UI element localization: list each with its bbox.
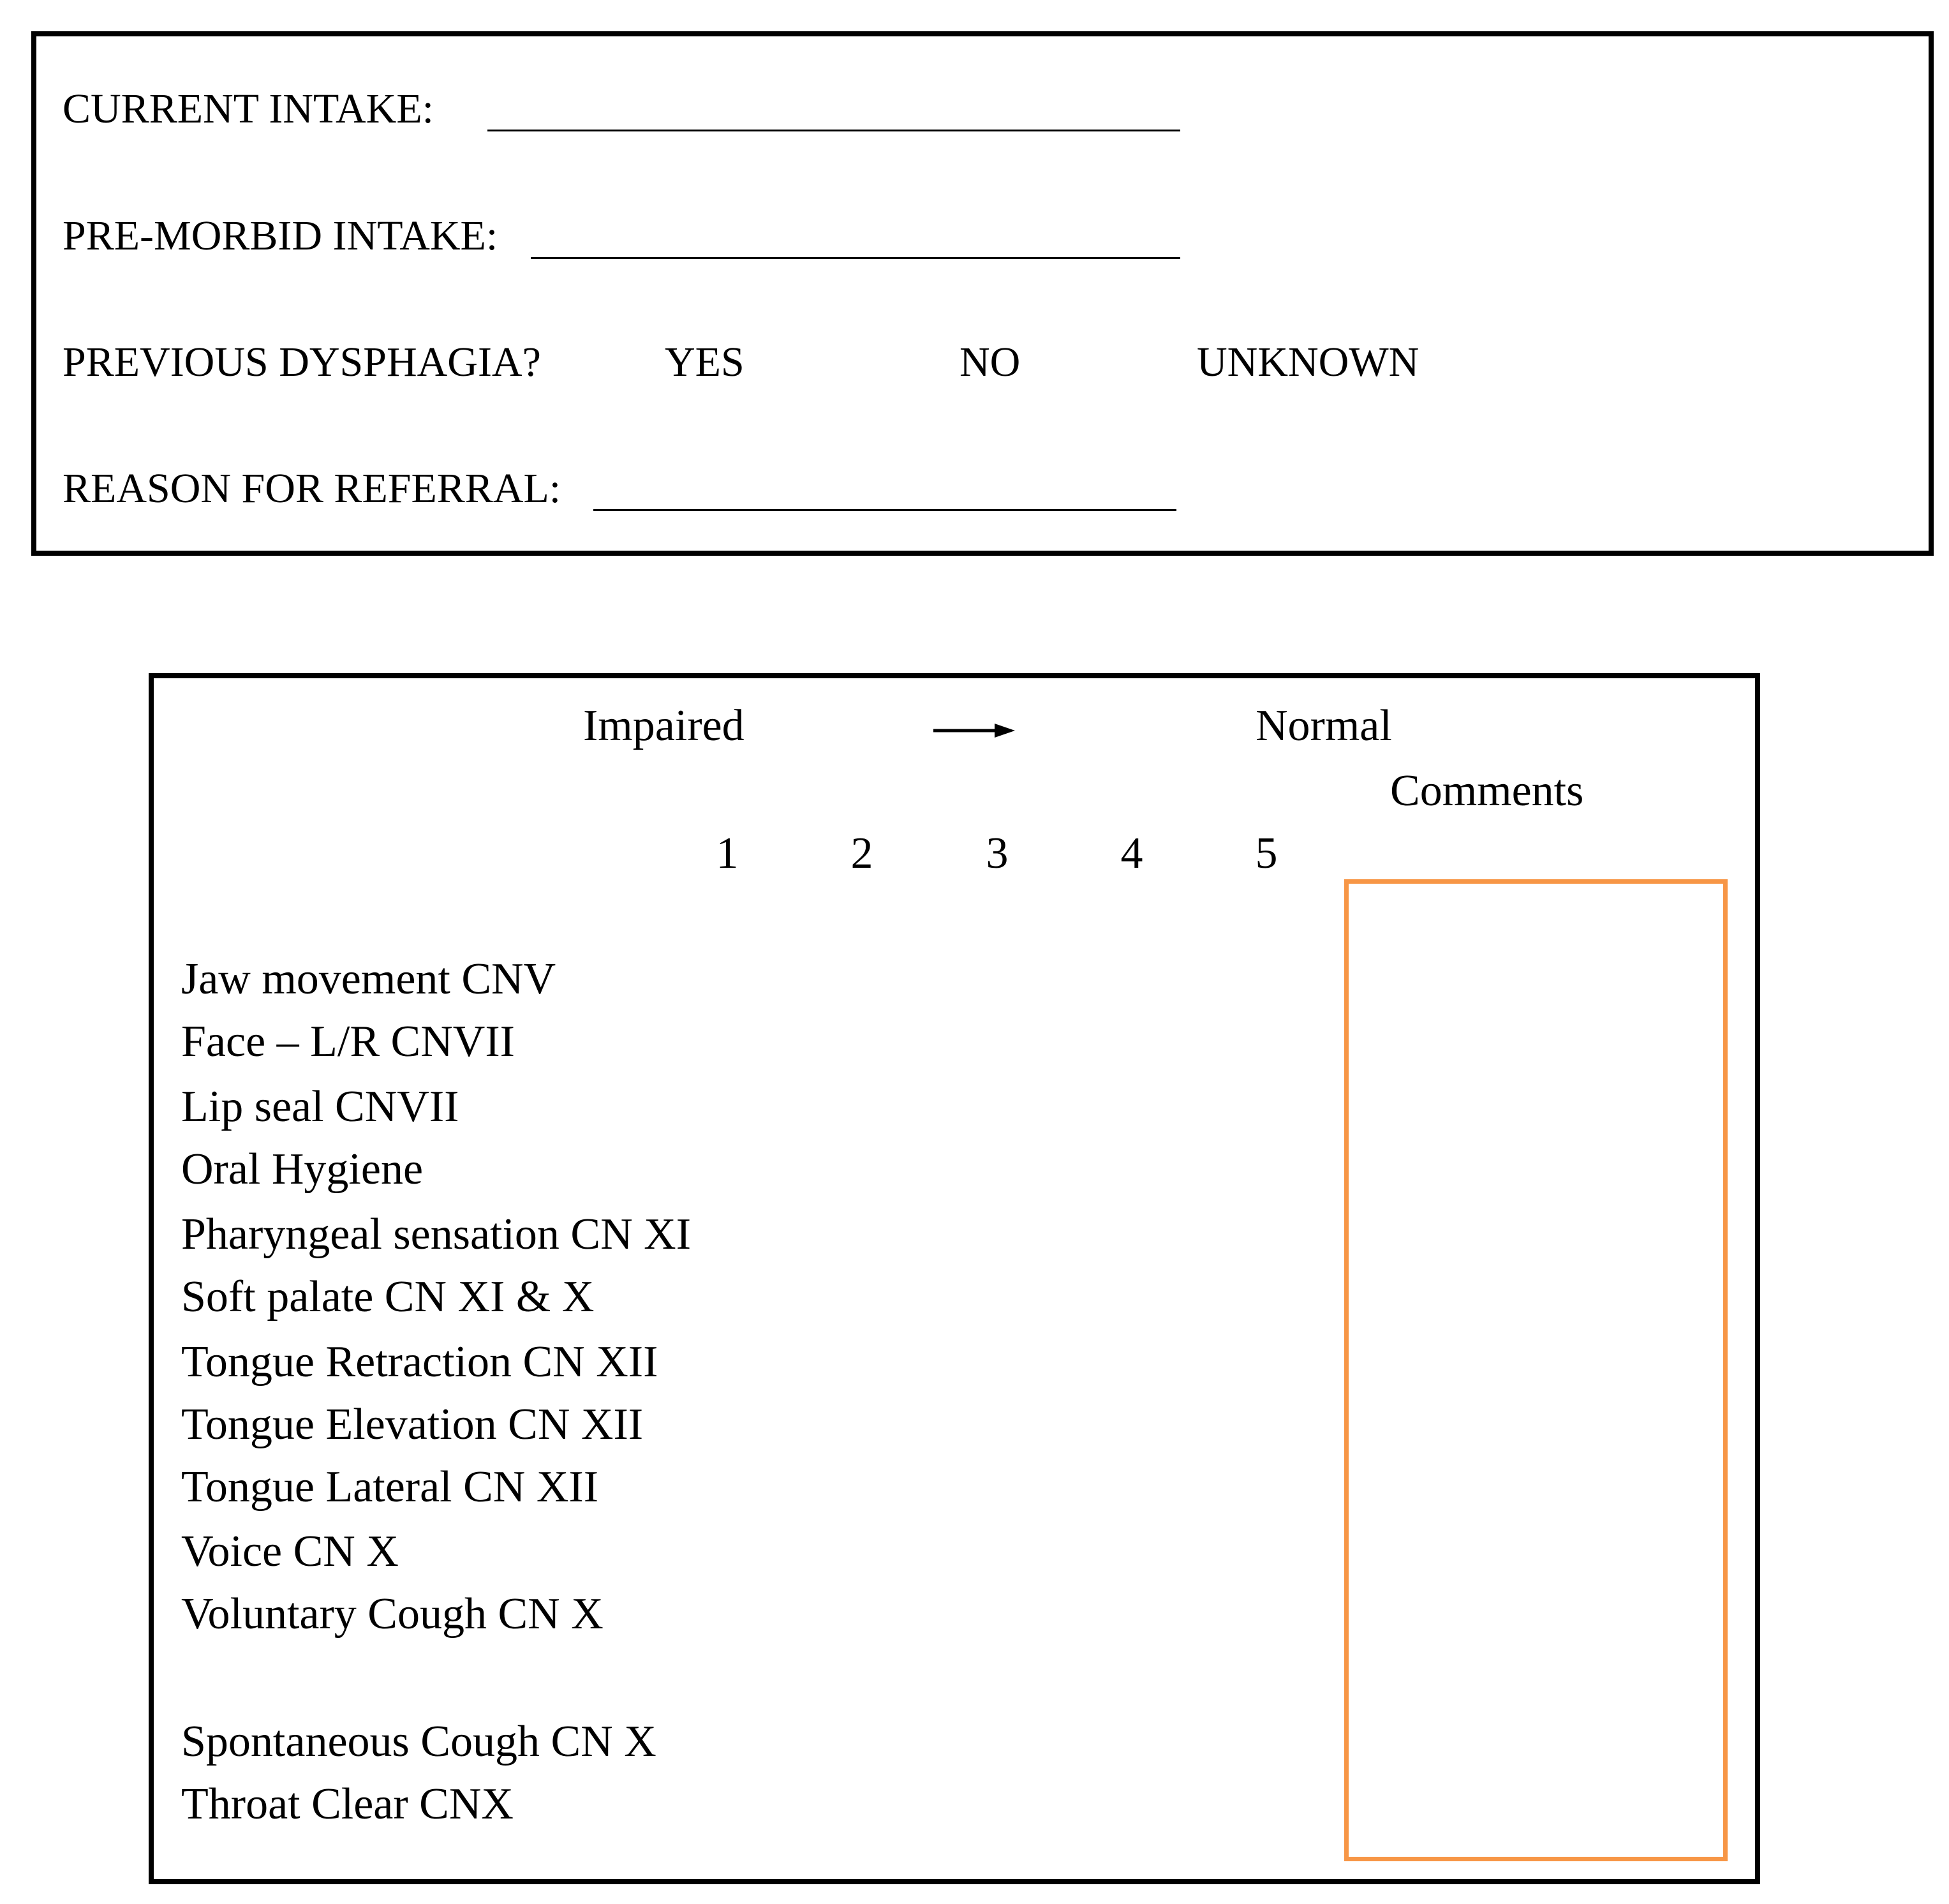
premorbid-intake-field[interactable] (531, 257, 1180, 259)
scale-number-4: 4 (1120, 829, 1143, 878)
assessment-item: Throat Clear CNX (181, 1780, 514, 1829)
reason-for-referral-field[interactable] (593, 509, 1176, 511)
assessment-item: Spontaneous Cough CN X (181, 1717, 656, 1766)
assessment-item: Voluntary Cough CN X (181, 1589, 604, 1639)
assessment-item: Lip seal CNVII (181, 1082, 459, 1131)
assessment-item: Voice CN X (181, 1527, 399, 1576)
comments-box[interactable] (1344, 879, 1728, 1861)
assessment-item: Jaw movement CNV (181, 955, 556, 1004)
assessment-item: Tongue Lateral CN XII (181, 1462, 599, 1512)
current-intake-label: CURRENT INTAKE: (63, 86, 434, 132)
current-intake-field[interactable] (487, 130, 1180, 131)
assessment-item: Tongue Retraction CN XII (181, 1337, 658, 1387)
scale-normal-label: Normal (1256, 701, 1392, 750)
premorbid-intake-label: PRE-MORBID INTAKE: (63, 212, 498, 259)
reason-for-referral-label: REASON FOR REFERRAL: (63, 465, 561, 512)
option-yes[interactable]: YES (665, 339, 745, 385)
right-arrow-icon (933, 721, 1016, 740)
comments-label: Comments (1390, 766, 1584, 815)
assessment-item: Soft palate CN XI & X (181, 1272, 595, 1321)
option-no[interactable]: NO (960, 339, 1021, 385)
scale-number-3: 3 (986, 829, 1009, 878)
scale-number-2: 2 (850, 829, 873, 878)
scale-number-1: 1 (716, 829, 739, 878)
assessment-item: Oral Hygiene (181, 1145, 424, 1194)
assessment-item: Tongue Elevation CN XII (181, 1400, 644, 1449)
option-unknown[interactable]: UNKNOWN (1197, 339, 1419, 385)
previous-dysphagia-label: PREVIOUS DYSPHAGIA? (63, 339, 541, 385)
assessment-item: Face – L/R CNVII (181, 1017, 515, 1066)
assessment-item: Pharyngeal sensation CN XI (181, 1210, 692, 1259)
scale-number-5: 5 (1255, 829, 1278, 878)
scale-impaired-label: Impaired (583, 701, 745, 750)
